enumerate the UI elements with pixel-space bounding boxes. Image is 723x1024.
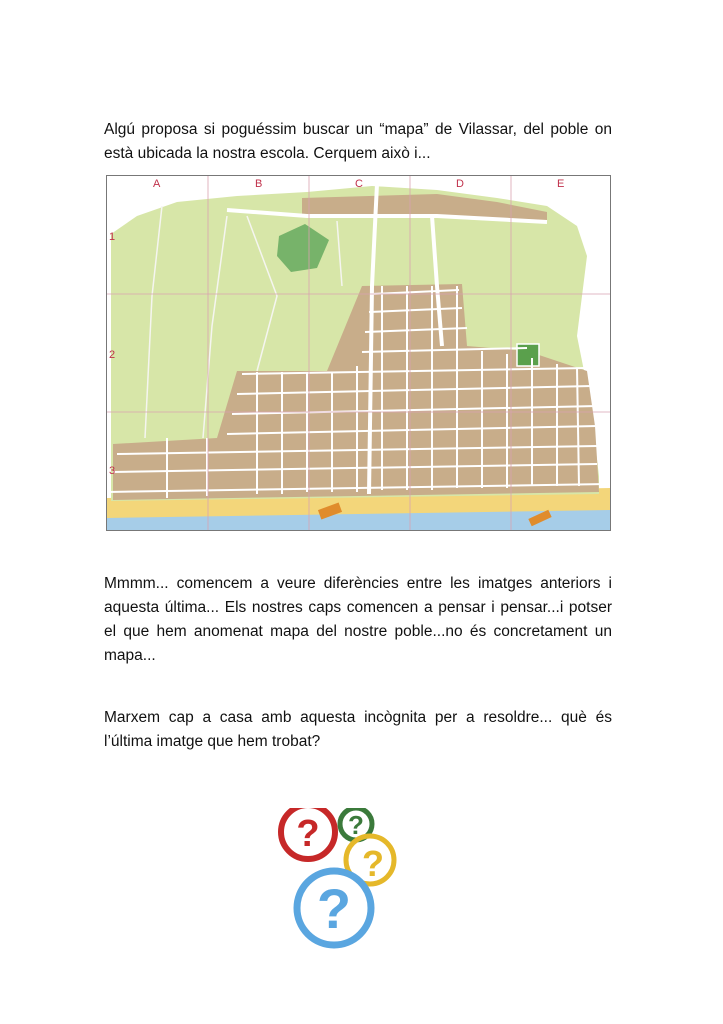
reflection-paragraph: Mmmm... comencem a veure diferències entre les imatges anteriors i aquesta última... Els nostres caps comencen a pensar i pensar...i potser el que hem anomenat mapa del nostre poble...no és concretament un mapa...: [104, 575, 612, 664]
grid-col-label: D: [456, 178, 464, 190]
question-marks-illustration: [270, 808, 400, 950]
grid-row-label: 1: [109, 231, 116, 243]
svg-text:?: ?: [316, 877, 352, 940]
grid-col-label: B: [255, 178, 263, 190]
question-paragraph: Marxem cap a casa amb aquesta incògnita per a resoldre... què és l’última imatge que hem trobat?: [104, 709, 612, 750]
grid-col-label: C: [355, 178, 363, 190]
grid-col-label: A: [153, 178, 161, 190]
intro-paragraph: Algú proposa si poguéssim buscar un “mapa” de Vilassar, del poble on està ubicada la nostra escola. Cerquem això i...: [104, 121, 612, 162]
town-map-image: [106, 175, 611, 531]
grid-row-label: 3: [109, 465, 116, 477]
svg-text:?: ?: [296, 813, 320, 855]
grid-row-label: 2: [109, 349, 116, 361]
svg-text:?: ?: [362, 843, 384, 884]
grid-col-label: E: [557, 178, 565, 190]
svg-text:?: ?: [348, 810, 364, 840]
